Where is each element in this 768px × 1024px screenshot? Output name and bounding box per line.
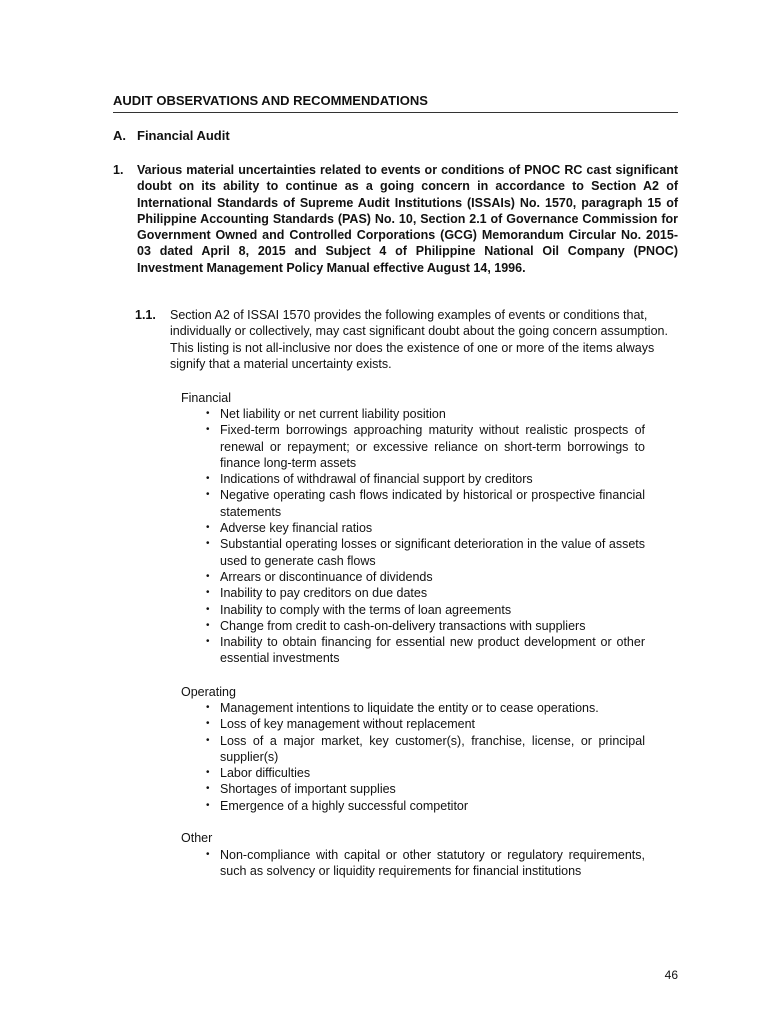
page-number: 46 — [664, 968, 678, 982]
other-list — [205, 847, 645, 880]
list-item: • Substantial operating losses or significant deterioration in the value of assets used to generate cash flows — [205, 536, 645, 569]
list-item: • Arrears or discontinuance of dividends — [205, 569, 645, 585]
observation-1-text: Various material uncertainties related to events or conditions of PNOC RC cast significant doubt on its ability to continue as a going concern in accordance to Section A2 of International Standards of Supreme Audit Institutions (ISSAIs) No. 1570, paragraph 15 of Philippine Accounting Standards (PAS) No. 10, Section 2.1 of Governance Commission for Government Owned and Controlled Corporations (GCG) Memorandum Circular No. 2015-03 dated April 8, 2015 and Subject 4 of Philippine National Oil Company (PNOC) Investment Management Policy Manual effective August 14, 1996. — [137, 163, 678, 275]
observation-1-number: 1. — [113, 163, 124, 177]
list-item: • Management intentions to liquidate the entity or to cease operations. — [205, 700, 645, 716]
list-item: • Shortages of important supplies — [205, 781, 645, 797]
list-item: • Loss of key management without replacement — [205, 716, 645, 732]
financial-label: Financial — [181, 391, 232, 405]
list-item: • Emergence of a highly successful competitor — [205, 798, 645, 814]
list-item: • Indications of withdrawal of financial support by creditors — [205, 471, 645, 487]
list-item: • Change from credit to cash-on-delivery transactions with suppliers — [205, 618, 645, 634]
other-label: Other — [181, 831, 213, 845]
section-a-letter: A. — [113, 128, 126, 143]
subsection-1-1-number: 1.1. — [135, 308, 156, 322]
list-item: • Inability to obtain financing for essential new product development or other essential investments — [205, 634, 645, 667]
list-item: • Loss of a major market, key customer(s), franchise, license, or principal supplier(s) — [205, 733, 645, 766]
list-item: • Fixed-term borrowings approaching maturity without realistic prospects of renewal or repayment; or excessive reliance on short-term borrowings to finance long-term assets — [205, 422, 645, 471]
operating-label: Operating — [181, 685, 236, 699]
list-item: • Adverse key financial ratios — [205, 520, 645, 536]
list-item: • Net liability or net current liability position — [205, 406, 645, 422]
list-item: • Labor difficulties — [205, 765, 645, 781]
section-a-heading — [113, 128, 230, 143]
list-item: • Inability to pay creditors on due dates — [205, 585, 645, 601]
subsection-1-1-text: Section A2 of ISSAI 1570 provides the following examples of events or conditions that, individually or collectively, may cast significant doubt about the going concern assumption. This listing is not all-inclusive nor does the existence of one or more of the items always signify that a material uncertainty exists. — [170, 308, 668, 371]
list-item: • Negative operating cash flows indicated by historical or prospective financial statements — [205, 487, 645, 520]
operating-list — [205, 700, 645, 814]
financial-list — [205, 406, 645, 667]
page-heading: AUDIT OBSERVATIONS AND RECOMMENDATIONS — [113, 93, 678, 113]
section-a-title: Financial Audit — [137, 128, 230, 143]
observation-1 — [113, 162, 678, 276]
list-item: • Non-compliance with capital or other statutory or regulatory requirements, such as solvency or liquidity requirements for financial institutions — [205, 847, 645, 880]
list-item: • Inability to comply with the terms of loan agreements — [205, 602, 645, 618]
subsection-1-1 — [135, 307, 678, 372]
